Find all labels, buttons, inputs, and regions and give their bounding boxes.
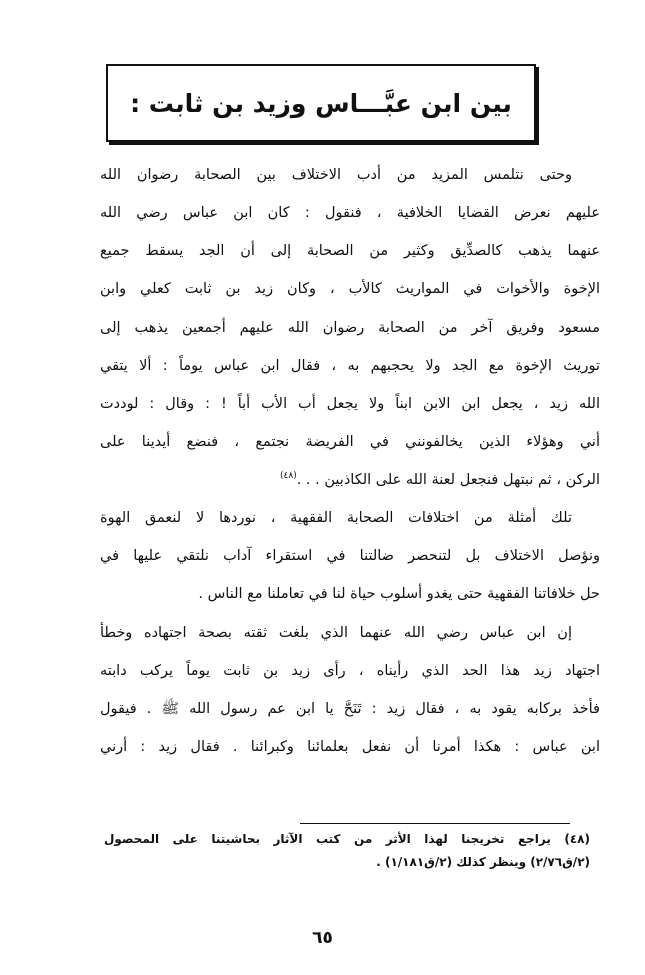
text-line: أني وهؤلاء الذين يخالفونني في الفريضة نجتمع ، فنضع أيدينا على <box>100 433 600 450</box>
text-line: وحتى نتلمس المزيد من أدب الاختلاف بين الصحابة رضوان الله <box>100 167 572 183</box>
section-title-box <box>106 64 536 142</box>
text-line: مسعود وفريق آخر من الصحابة رضوان الله عليهم أجمعين يذهب إلى <box>100 319 600 336</box>
footnote-reference[interactable]: (٤٨) <box>280 471 297 482</box>
text-line: فأخذ بركابه يقود به ، فقال زيد : تَنَحَّ يا ابن عم رسول الله ﷺ . فيقول <box>100 700 600 717</box>
footnote <box>104 828 590 875</box>
text-line: الإخوة والأخوات في المواريث كالأب ، وكان زيد بن ثابت كعلي وابن <box>100 281 600 298</box>
body-text <box>100 156 600 766</box>
text-line-with-footnote-ref <box>100 461 600 499</box>
footnote-line: (٤٨) يراجع تخريجنا لهذا الأثر من كتب الآثار بحاشيتنا على المحصول <box>104 832 590 846</box>
paragraph-2 <box>100 499 600 613</box>
paragraph-3 <box>100 614 600 767</box>
paragraph-1 <box>100 156 600 499</box>
text-line: ونؤصل الاختلاف بل لتنحصر ضالتنا في استقراء آداب نلتقي عليها في <box>100 548 600 565</box>
text-line: ابن عباس : هكذا أمرنا أن نفعل بعلمائنا وكبرائنا . فقال زيد : أرني <box>100 738 600 755</box>
footnote-divider <box>300 823 570 824</box>
footnote-line: (٢/ق٢/٧٦) وينظر كذلك (٢/ق١/١٨١) . <box>376 855 590 870</box>
page-number: ٦٥ <box>312 928 333 948</box>
text-line: الركن ، ثم نبتهل فنجعل لعنة الله على الكاذبين . . . <box>296 472 600 488</box>
text-line: عليهم نعرض القضايا الخلافية ، فنقول : كان ابن عباس رضي الله <box>100 205 600 222</box>
text-line: توريث الإخوة مع الجد ولا يحجبهم به ، فقال ابن عباس يوماً : ألا يتقي <box>100 357 600 374</box>
text-line: اجتهاد زيد هذا الحد الذي رأيناه ، رأى زيد بن ثابت يوماً يركب دابته <box>100 662 600 679</box>
text-line: إن ابن عباس رضي الله عنهما الذي بلغت ثقته بصحة اجتهاده وخطأ <box>100 624 572 641</box>
text-line: حل خلافاتنا الفقهية حتى يغدو أسلوب حياة لنا في تعاملنا مع الناس . <box>198 586 600 603</box>
text-line: عنهما يذهب كالصدِّيق وكثير من الصحابة إلى أن الجد يسقط جميع <box>100 243 600 260</box>
section-title: بين ابن عبَّـــاس وزيد بن ثابت : <box>130 88 512 118</box>
text-line: تلك أمثلة من اختلافات الصحابة الفقهية ، نوردها لا لنعمق الهوة <box>100 510 572 527</box>
text-line: الله زيد ، يجعل ابن الابن ابناً ولا يجعل أب الأب أباً ! : وقال : لوددت <box>100 395 600 412</box>
